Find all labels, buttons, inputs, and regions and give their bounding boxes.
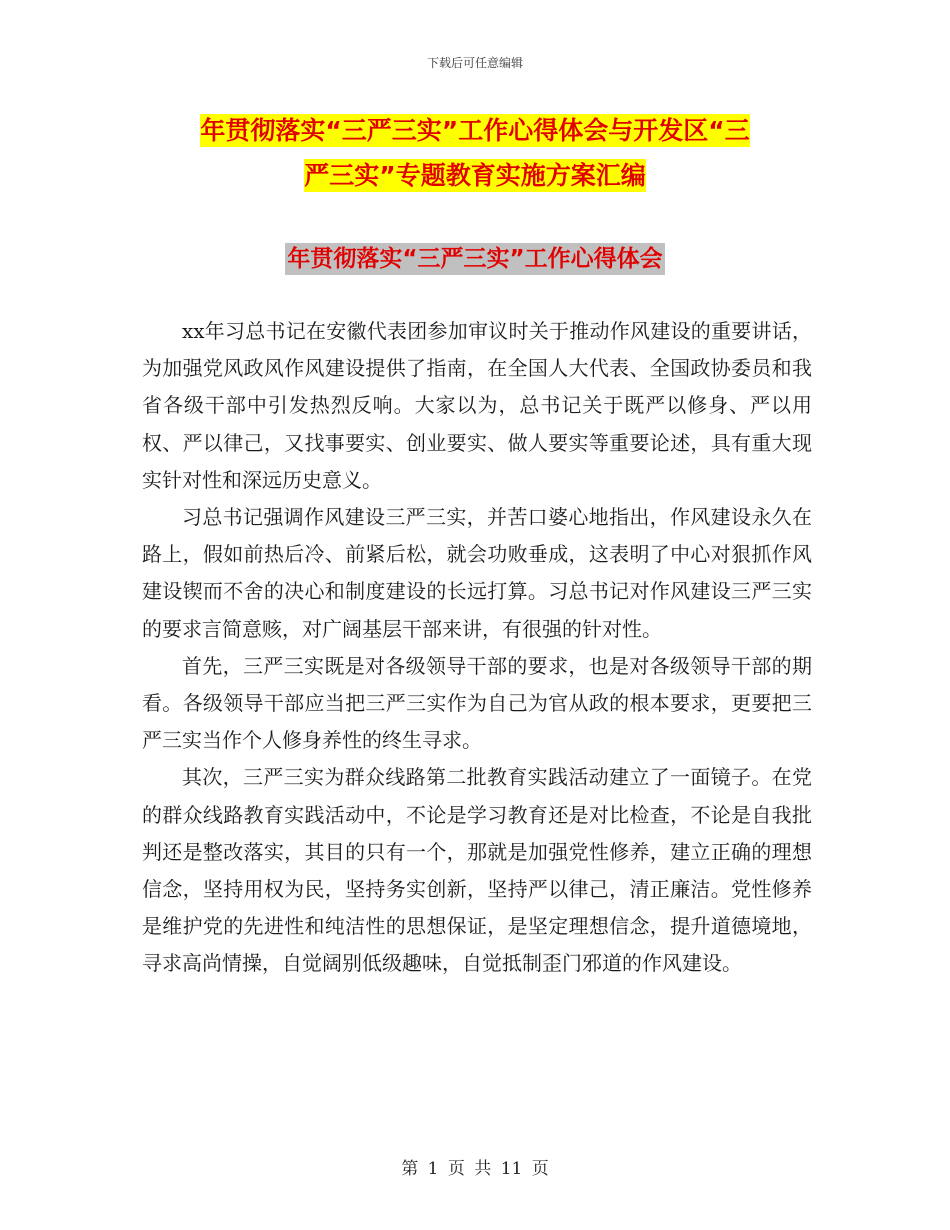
body-text bbox=[142, 313, 812, 983]
paragraph: 其次，三严三实为群众线路第二批教育实践活动建立了一面镜子。在党的群众线路教育实践活动中，不论是学习教育还是对比检查，不论是自我批判还是整改落实，其目的只有一个，那就是加强党性修养，建立正确的理想信念，坚持用权为民，坚持务实创新，坚持严以律己，清正廉洁。党性修养是维护党的先进性和纯洁性的思想保证，是坚定理想信念，提升道德境地，寻求高尚情操，自觉阔别低级趣味，自觉抵制歪门邪道的作风建设。 bbox=[142, 765, 812, 976]
section-heading bbox=[0, 240, 950, 273]
document-title bbox=[150, 108, 800, 198]
paragraph: 习总书记强调作风建设三严三实，并苦口婆心地指出，作风建设永久在路上，假如前热后冷、前紧后松，就会功败垂成，这表明了中心对狠抓作风建设锲而不舍的决心和制度建设的长远打算。习总书记对作风建设三严三实的要求言简意赅，对广阔基层干部来讲，有很强的针对性。 bbox=[142, 505, 812, 641]
section-heading-text: 年贯彻落实“三严三实”工作心得体会 bbox=[285, 243, 664, 275]
paragraph: xx年习总书记在安徽代表团参加审议时关于推动作风建设的重要讲话，为加强党风政风作风建设提供了指南，在全国人大代表、全国政协委员和我省各级干部中引发热烈反响。大家以为，总书记关于既严以修身、严以用权、严以律己，又找事要实、创业要实、做人要实等重要论述，具有重大现实针对性和深远历史意义。 bbox=[142, 319, 812, 492]
title-line-2: 严三实”专题教育实施方案汇编 bbox=[304, 161, 646, 190]
title-line-1: 年贯彻落实“三严三实”工作心得体会与开发区“三 bbox=[200, 116, 750, 145]
paragraph: 首先，三严三实既是对各级领导干部的要求，也是对各级领导干部的期看。各级领导干部应当把三严三实作为自己为官从政的根本要求，更要把三严三实当作个人修身养性的终生寻求。 bbox=[142, 653, 812, 753]
header-note: 下载后可任意编辑 bbox=[426, 56, 523, 70]
page-number: 第 1 页 共 11 页 bbox=[401, 1159, 549, 1179]
